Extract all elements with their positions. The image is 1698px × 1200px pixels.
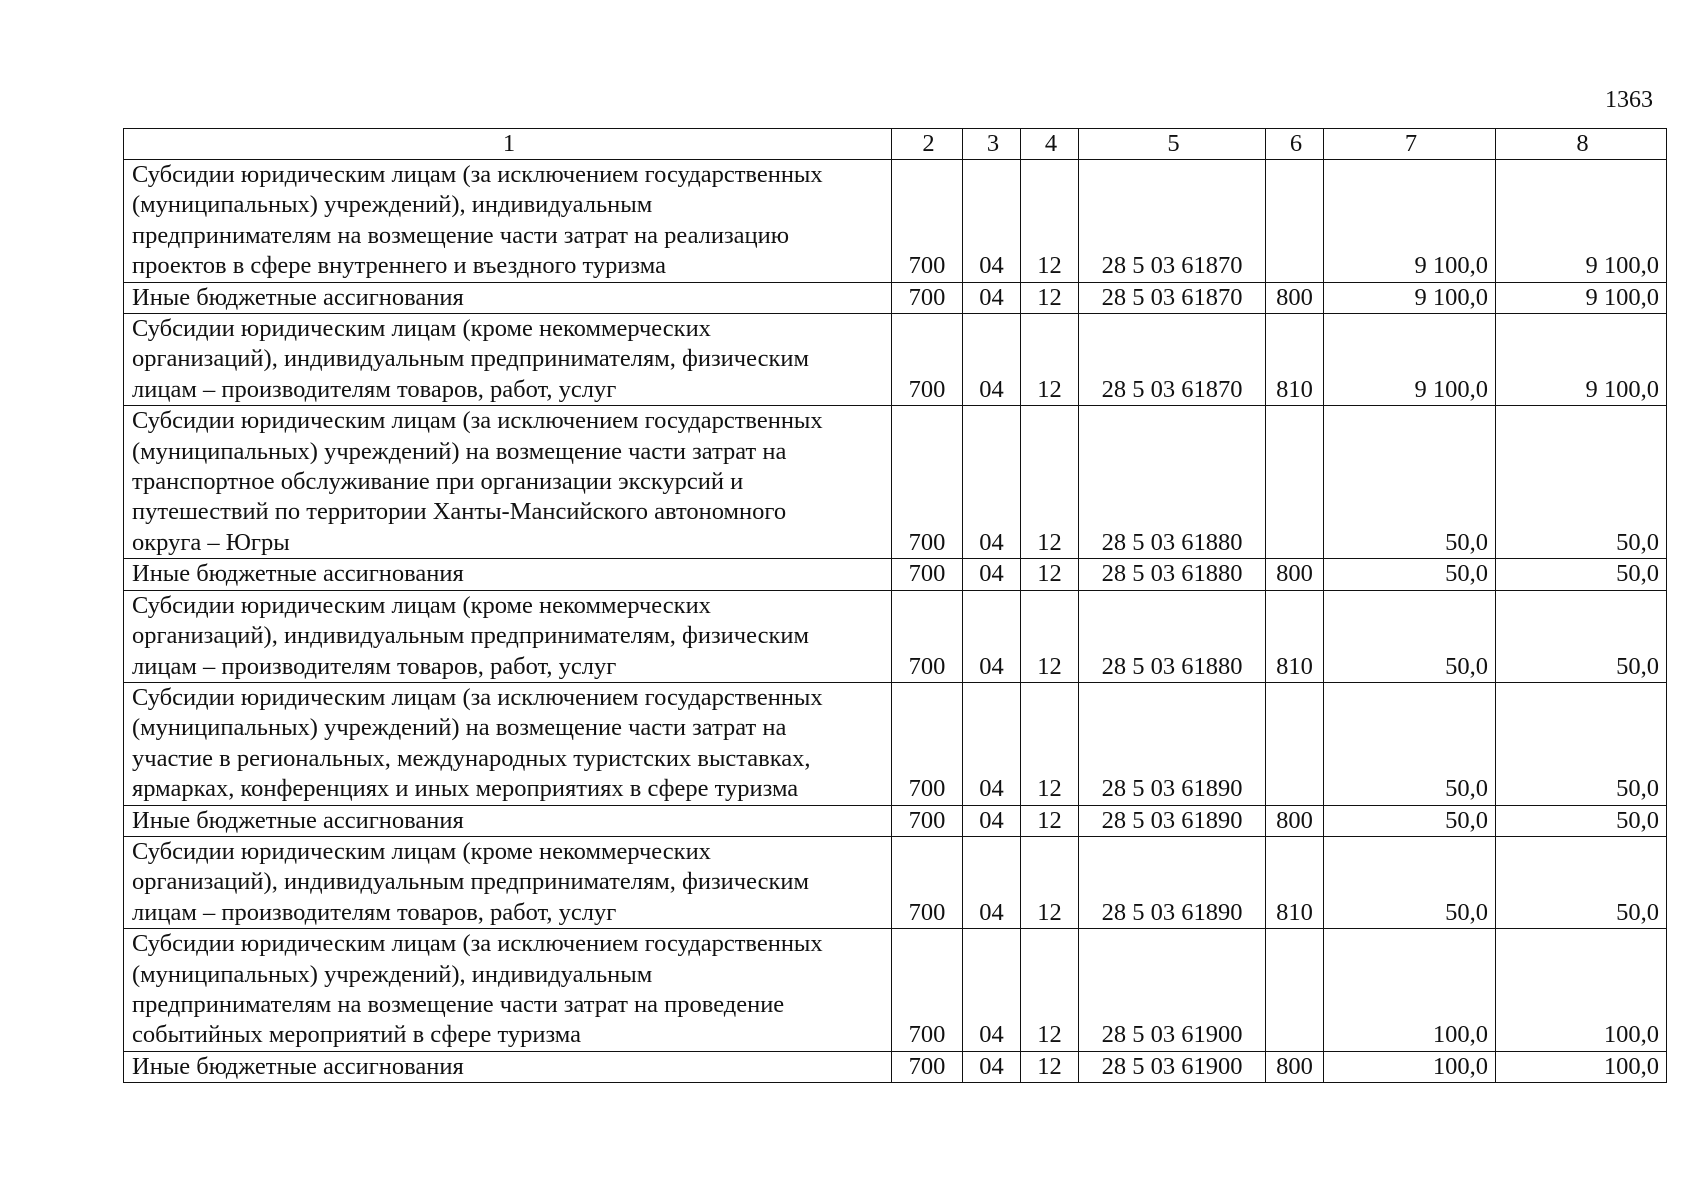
cell-text-line: проектов в сфере внутреннего и въездного туризма <box>132 252 666 280</box>
cell-col-7: 50,0 <box>1324 559 1496 590</box>
cell-col-6 <box>1266 929 1324 1052</box>
cell-col-1 <box>124 314 892 406</box>
cell-col-7: 100,0 <box>1324 1051 1496 1082</box>
cell-col-2: 700 <box>892 682 963 805</box>
cell-col-6: 800 <box>1266 282 1324 313</box>
header-cell-4: 4 <box>1021 129 1079 160</box>
cell-col-7: 50,0 <box>1324 682 1496 805</box>
cell-col-7: 50,0 <box>1324 590 1496 682</box>
cell-col-3: 04 <box>963 929 1021 1052</box>
cell-text-line: Субсидии юридическим лицам (за исключением государственных <box>132 407 823 435</box>
cell-text-line: лицам – производителям товаров, работ, услуг <box>132 898 617 926</box>
header-cell-6: 6 <box>1266 129 1324 160</box>
cell-col-3: 04 <box>963 590 1021 682</box>
header-cell-3: 3 <box>963 129 1021 160</box>
cell-col-2: 700 <box>892 590 963 682</box>
cell-text-line: Субсидии юридическим лицам (кроме некоммерческих <box>132 315 711 343</box>
cell-col-6 <box>1266 682 1324 805</box>
cell-col-2: 700 <box>892 1051 963 1082</box>
cell-col-5: 28 5 03 61880 <box>1079 559 1266 590</box>
header-cell-2: 2 <box>892 129 963 160</box>
cell-text-line: предпринимателям на возмещение части затрат на проведение <box>132 990 785 1018</box>
cell-col-5: 28 5 03 61890 <box>1079 682 1266 805</box>
cell-col-3: 04 <box>963 314 1021 406</box>
cell-col-4: 12 <box>1021 1051 1079 1082</box>
cell-col-7: 50,0 <box>1324 805 1496 836</box>
cell-col-2: 700 <box>892 160 963 283</box>
cell-col-2: 700 <box>892 929 963 1052</box>
table-row <box>124 282 1667 313</box>
cell-col-1 <box>124 590 892 682</box>
cell-col-4: 12 <box>1021 590 1079 682</box>
table-body <box>124 129 1667 1083</box>
cell-text-line: путешествий по территории Ханты-Мансийского автономного <box>132 498 787 526</box>
cell-col-7: 9 100,0 <box>1324 282 1496 313</box>
table-row <box>124 406 1667 559</box>
cell-col-6: 810 <box>1266 314 1324 406</box>
table-row <box>124 314 1667 406</box>
cell-col-1 <box>124 559 892 590</box>
cell-text-line: участие в региональных, международных туристских выставках, <box>132 744 811 772</box>
cell-col-3: 04 <box>963 559 1021 590</box>
cell-col-5: 28 5 03 61870 <box>1079 314 1266 406</box>
cell-col-3: 04 <box>963 282 1021 313</box>
cell-col-5: 28 5 03 61900 <box>1079 1051 1266 1082</box>
table-header-row <box>124 129 1667 160</box>
cell-col-4: 12 <box>1021 805 1079 836</box>
cell-text-line: Субсидии юридическим лицам (кроме некоммерческих <box>132 591 711 619</box>
cell-col-1 <box>124 160 892 283</box>
cell-col-4: 12 <box>1021 314 1079 406</box>
cell-col-4: 12 <box>1021 836 1079 928</box>
cell-col-3: 04 <box>963 406 1021 559</box>
cell-text-line: организаций), индивидуальным предпринимателям, физическим <box>132 868 809 896</box>
cell-col-3: 04 <box>963 682 1021 805</box>
cell-col-4: 12 <box>1021 682 1079 805</box>
cell-text-line: Иные бюджетные ассигнования <box>132 806 464 834</box>
cell-text-line: Иные бюджетные ассигнования <box>132 1052 464 1080</box>
cell-col-4: 12 <box>1021 559 1079 590</box>
cell-text-line: организаций), индивидуальным предпринимателям, физическим <box>132 345 809 373</box>
cell-col-5: 28 5 03 61900 <box>1079 929 1266 1052</box>
cell-text-line: (муниципальных) учреждений), индивидуальным <box>132 191 653 219</box>
cell-text-line: Субсидии юридическим лицам (кроме некоммерческих <box>132 837 711 865</box>
cell-col-5: 28 5 03 61890 <box>1079 836 1266 928</box>
cell-text-line: Субсидии юридическим лицам (за исключением государственных <box>132 930 823 958</box>
cell-col-6: 810 <box>1266 836 1324 928</box>
cell-col-3: 04 <box>963 160 1021 283</box>
cell-col-5: 28 5 03 61870 <box>1079 282 1266 313</box>
cell-col-8: 9 100,0 <box>1496 160 1667 283</box>
cell-col-6: 800 <box>1266 1051 1324 1082</box>
cell-text-line: округа – Югры <box>132 528 290 556</box>
cell-col-6: 810 <box>1266 590 1324 682</box>
page-number: 1363 <box>1605 87 1653 113</box>
cell-col-8: 50,0 <box>1496 590 1667 682</box>
cell-text-line: (муниципальных) учреждений), индивидуальным <box>132 960 653 988</box>
cell-col-6: 800 <box>1266 559 1324 590</box>
header-cell-7: 7 <box>1324 129 1496 160</box>
cell-text-line: Иные бюджетные ассигнования <box>132 560 464 588</box>
cell-col-5: 28 5 03 61890 <box>1079 805 1266 836</box>
cell-text-line: организаций), индивидуальным предпринимателям, физическим <box>132 622 809 650</box>
cell-col-5: 28 5 03 61870 <box>1079 160 1266 283</box>
cell-text-line: ярмарках, конференциях и иных мероприятиях в сфере туризма <box>132 775 799 803</box>
budget-table <box>123 128 1667 1083</box>
cell-col-6: 800 <box>1266 805 1324 836</box>
cell-col-8: 100,0 <box>1496 1051 1667 1082</box>
cell-text-line: предпринимателям на возмещение части затрат на реализацию <box>132 221 790 249</box>
cell-col-4: 12 <box>1021 282 1079 313</box>
cell-col-6 <box>1266 406 1324 559</box>
cell-col-1 <box>124 805 892 836</box>
cell-text-line: Субсидии юридическим лицам (за исключением государственных <box>132 161 823 188</box>
table-row <box>124 559 1667 590</box>
cell-text-line: Иные бюджетные ассигнования <box>132 283 464 311</box>
header-cell-1: 1 <box>124 129 892 160</box>
cell-col-8: 9 100,0 <box>1496 282 1667 313</box>
cell-text-line: (муниципальных) учреждений) на возмещение части затрат на <box>132 437 787 465</box>
header-cell-8: 8 <box>1496 129 1667 160</box>
cell-text-line: лицам – производителям товаров, работ, услуг <box>132 652 617 680</box>
cell-col-2: 700 <box>892 314 963 406</box>
cell-col-3: 04 <box>963 836 1021 928</box>
header-cell-5: 5 <box>1079 129 1266 160</box>
cell-col-1 <box>124 682 892 805</box>
table-row <box>124 805 1667 836</box>
cell-text-line: (муниципальных) учреждений) на возмещение части затрат на <box>132 714 787 742</box>
cell-col-2: 700 <box>892 559 963 590</box>
cell-col-8: 9 100,0 <box>1496 314 1667 406</box>
cell-col-8: 50,0 <box>1496 559 1667 590</box>
cell-col-8: 100,0 <box>1496 929 1667 1052</box>
cell-col-1 <box>124 406 892 559</box>
cell-col-2: 700 <box>892 805 963 836</box>
cell-col-1 <box>124 1051 892 1082</box>
cell-col-2: 700 <box>892 836 963 928</box>
cell-col-4: 12 <box>1021 160 1079 283</box>
cell-col-1 <box>124 929 892 1052</box>
cell-col-3: 04 <box>963 805 1021 836</box>
cell-col-1 <box>124 836 892 928</box>
cell-col-7: 100,0 <box>1324 929 1496 1052</box>
cell-col-7: 50,0 <box>1324 836 1496 928</box>
cell-col-8: 50,0 <box>1496 406 1667 559</box>
cell-col-7: 9 100,0 <box>1324 160 1496 283</box>
cell-col-4: 12 <box>1021 406 1079 559</box>
table-row <box>124 590 1667 682</box>
cell-text-line: событийных мероприятий в сфере туризма <box>132 1021 582 1049</box>
cell-col-1 <box>124 282 892 313</box>
cell-col-2: 700 <box>892 282 963 313</box>
cell-col-7: 9 100,0 <box>1324 314 1496 406</box>
cell-col-3: 04 <box>963 1051 1021 1082</box>
table-row <box>124 836 1667 928</box>
cell-col-5: 28 5 03 61880 <box>1079 406 1266 559</box>
cell-col-4: 12 <box>1021 929 1079 1052</box>
cell-text-line: Субсидии юридическим лицам (за исключением государственных <box>132 683 823 711</box>
cell-col-2: 700 <box>892 406 963 559</box>
table-row <box>124 929 1667 1052</box>
cell-text-line: транспортное обслуживание при организации экскурсий и <box>132 468 744 496</box>
cell-col-7: 50,0 <box>1324 406 1496 559</box>
cell-col-8: 50,0 <box>1496 836 1667 928</box>
table-row <box>124 682 1667 805</box>
cell-col-6 <box>1266 160 1324 283</box>
cell-col-8: 50,0 <box>1496 682 1667 805</box>
cell-col-5: 28 5 03 61880 <box>1079 590 1266 682</box>
table-row <box>124 160 1667 283</box>
cell-text-line: лицам – производителям товаров, работ, услуг <box>132 375 617 403</box>
cell-col-8: 50,0 <box>1496 805 1667 836</box>
table-row <box>124 1051 1667 1082</box>
